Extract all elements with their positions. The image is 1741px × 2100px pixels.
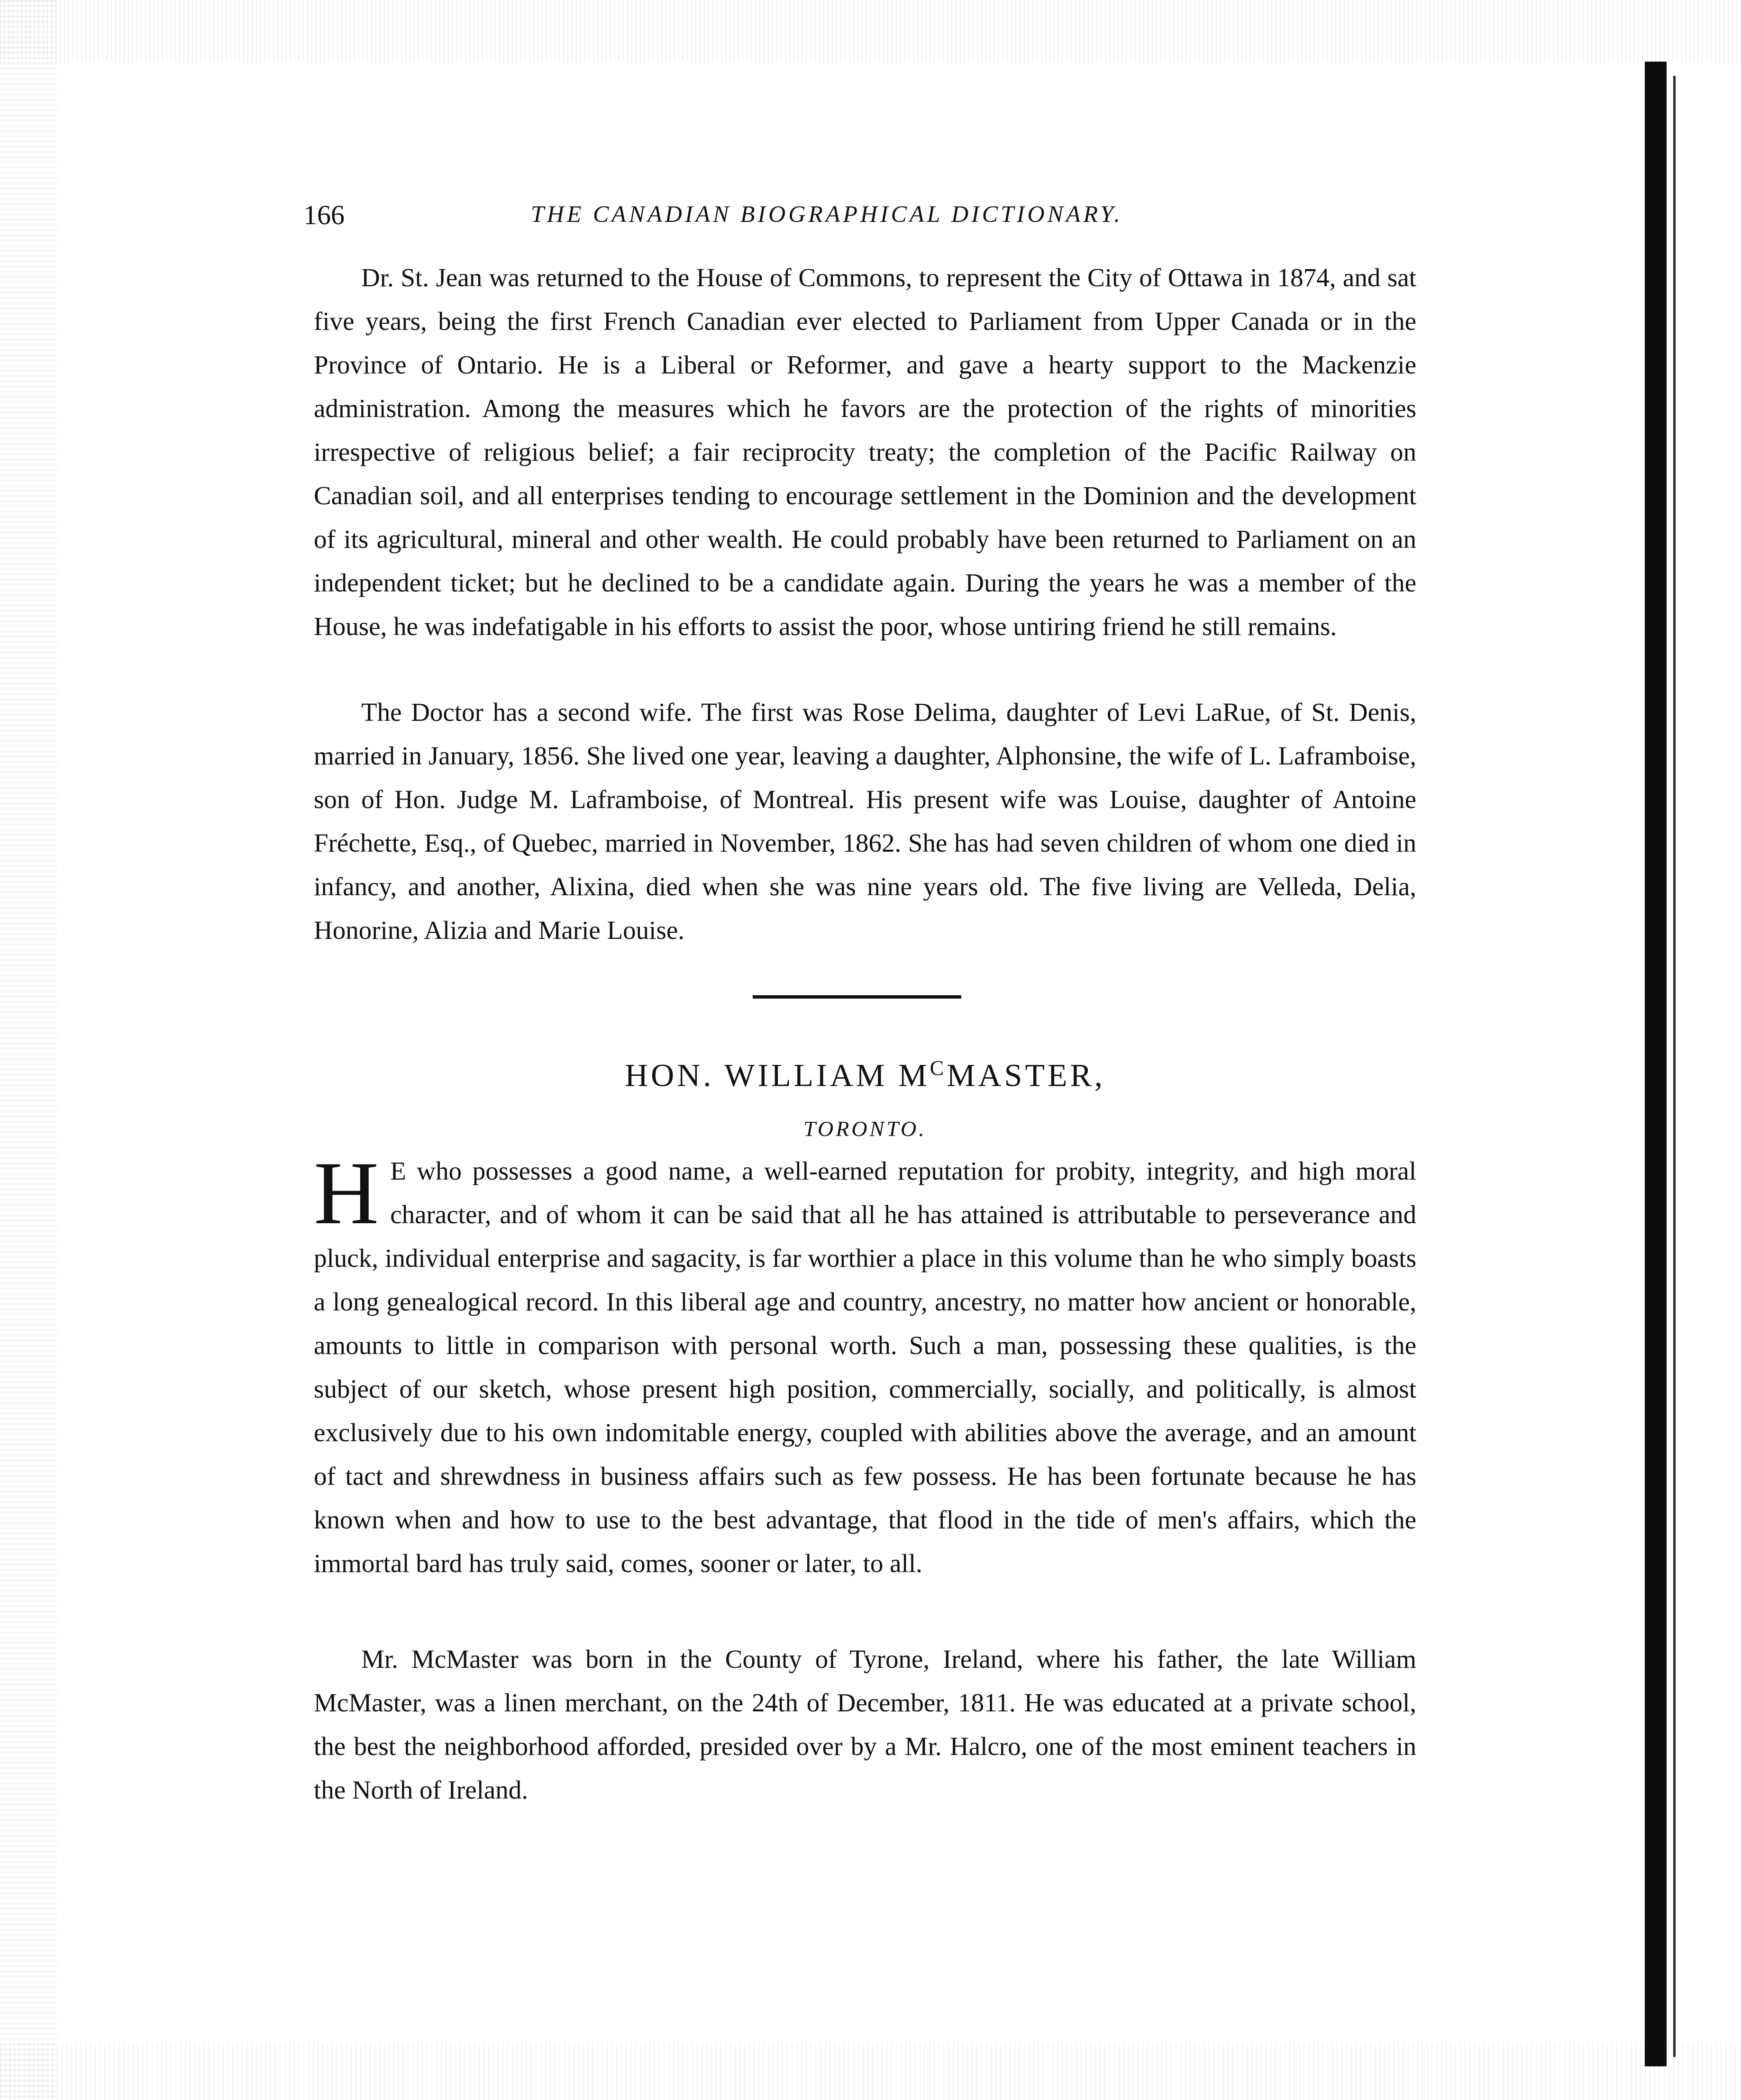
scan-edge-bottom	[0, 2043, 1741, 2100]
text-block-stjean-career	[314, 256, 1416, 648]
text-block-mcmaster-birth	[314, 1637, 1416, 1812]
section-title-suffix: MASTER,	[947, 1057, 1105, 1093]
section-title-prefix: HON. WILLIAM M	[625, 1057, 930, 1093]
book-binding-shadow	[1645, 62, 1667, 2066]
paragraph-mcmaster-birth: Mr. McMaster was born in the County of Tyrone, Ireland, where his father, the late William McMaster, was a linen merchant, on the 24th of December, 1811. He was educated at a private school, the best the neighborhood afforded, presided over by a Mr. Halcro, one of the most eminent teachers in the North of Ireland.	[314, 1645, 1416, 1804]
text-block-mcmaster-intro	[314, 1144, 1416, 1585]
section-divider-rule	[753, 995, 961, 999]
running-head-title: THE CANADIAN BIOGRAPHICAL DICTIONARY.	[531, 200, 1123, 227]
running-head	[303, 199, 1441, 237]
paragraph-mcmaster-intro-text: E who possesses a good name, a well-earned reputation for probity, integrity, and high moral character, and of whom it can be said that all he has attained is attributable to perseverance and pluck, individual enterprise and sagacity, is far worthier a place in this volume than he who simply boasts a long genealogical record. In this liberal age and country, ancestry, no matter how ancient or honorable, amounts to little in comparison with personal worth. Such a man, possessing these qualities, is the subject of our sketch, whose present high position, commercially, socially, and politically, is almost exclusively due to his own indomitable energy, coupled with abilities above the average, and an amount of tact and shrewdness in business affairs such as few possess. He has been fortunate because he has known when and how to use to the best advantage, that flood in the tide of men's affairs, which the immortal bard has truly said, comes, sooner or later, to all.	[314, 1156, 1416, 1578]
paragraph-stjean-family: The Doctor has a second wife. The first was Rose Delima, daughter of Levi LaRue, of St. Denis, married in January, 1856. She lived one year, leaving a daughter, Alphonsine, the wife of L. Laframboise, son of Hon. Judge M. Laframboise, of Montreal. His present wife was Louise, daughter of Antoine Fréchette, Esq., of Quebec, married in November, 1862. She has had seven children of whom one died in infancy, and another, Alixina, died when she was nine years old. The five living are Velleda, Delia, Honorine, Alizia and Marie Louise.	[314, 698, 1416, 945]
book-binding-edge	[1673, 76, 1676, 2057]
text-block-stjean-family	[314, 691, 1416, 952]
scan-edge-left	[0, 0, 57, 2100]
page-number: 166	[303, 200, 345, 230]
section-subtitle: TORONTO.	[803, 1117, 927, 1141]
section-title	[314, 1056, 1416, 1094]
section-title-superscript: C	[930, 1056, 947, 1080]
scan-edge-top	[0, 0, 1741, 62]
paragraph-mcmaster-intro	[314, 1144, 1416, 1585]
drop-cap: H	[314, 1144, 379, 1243]
paragraph-stjean-parliament: Dr. St. Jean was returned to the House of Commons, to represent the City of Ottawa in 1874, and sat five years, being the first French Canadian ever elected to Parliament from Upper Canada or in the Province of Ontario. He is a Liberal or Reformer, and gave a hearty support to the Mackenzie administration. Among the measures which he favors are the protection of the rights of minorities irrespective of religious belief; a fair reciprocity treaty; the completion of the Pacific Railway on Canadian soil, and all enterprises tending to encourage settlement in the Dominion and the development of its agricultural, mineral and other wealth. He could probably have been returned to Parliament on an independent ticket; but he declined to be a candidate again. During the years he was a member of the House, he was indefatigable in his efforts to assist the poor, whose untiring friend he still remains.	[314, 263, 1416, 641]
